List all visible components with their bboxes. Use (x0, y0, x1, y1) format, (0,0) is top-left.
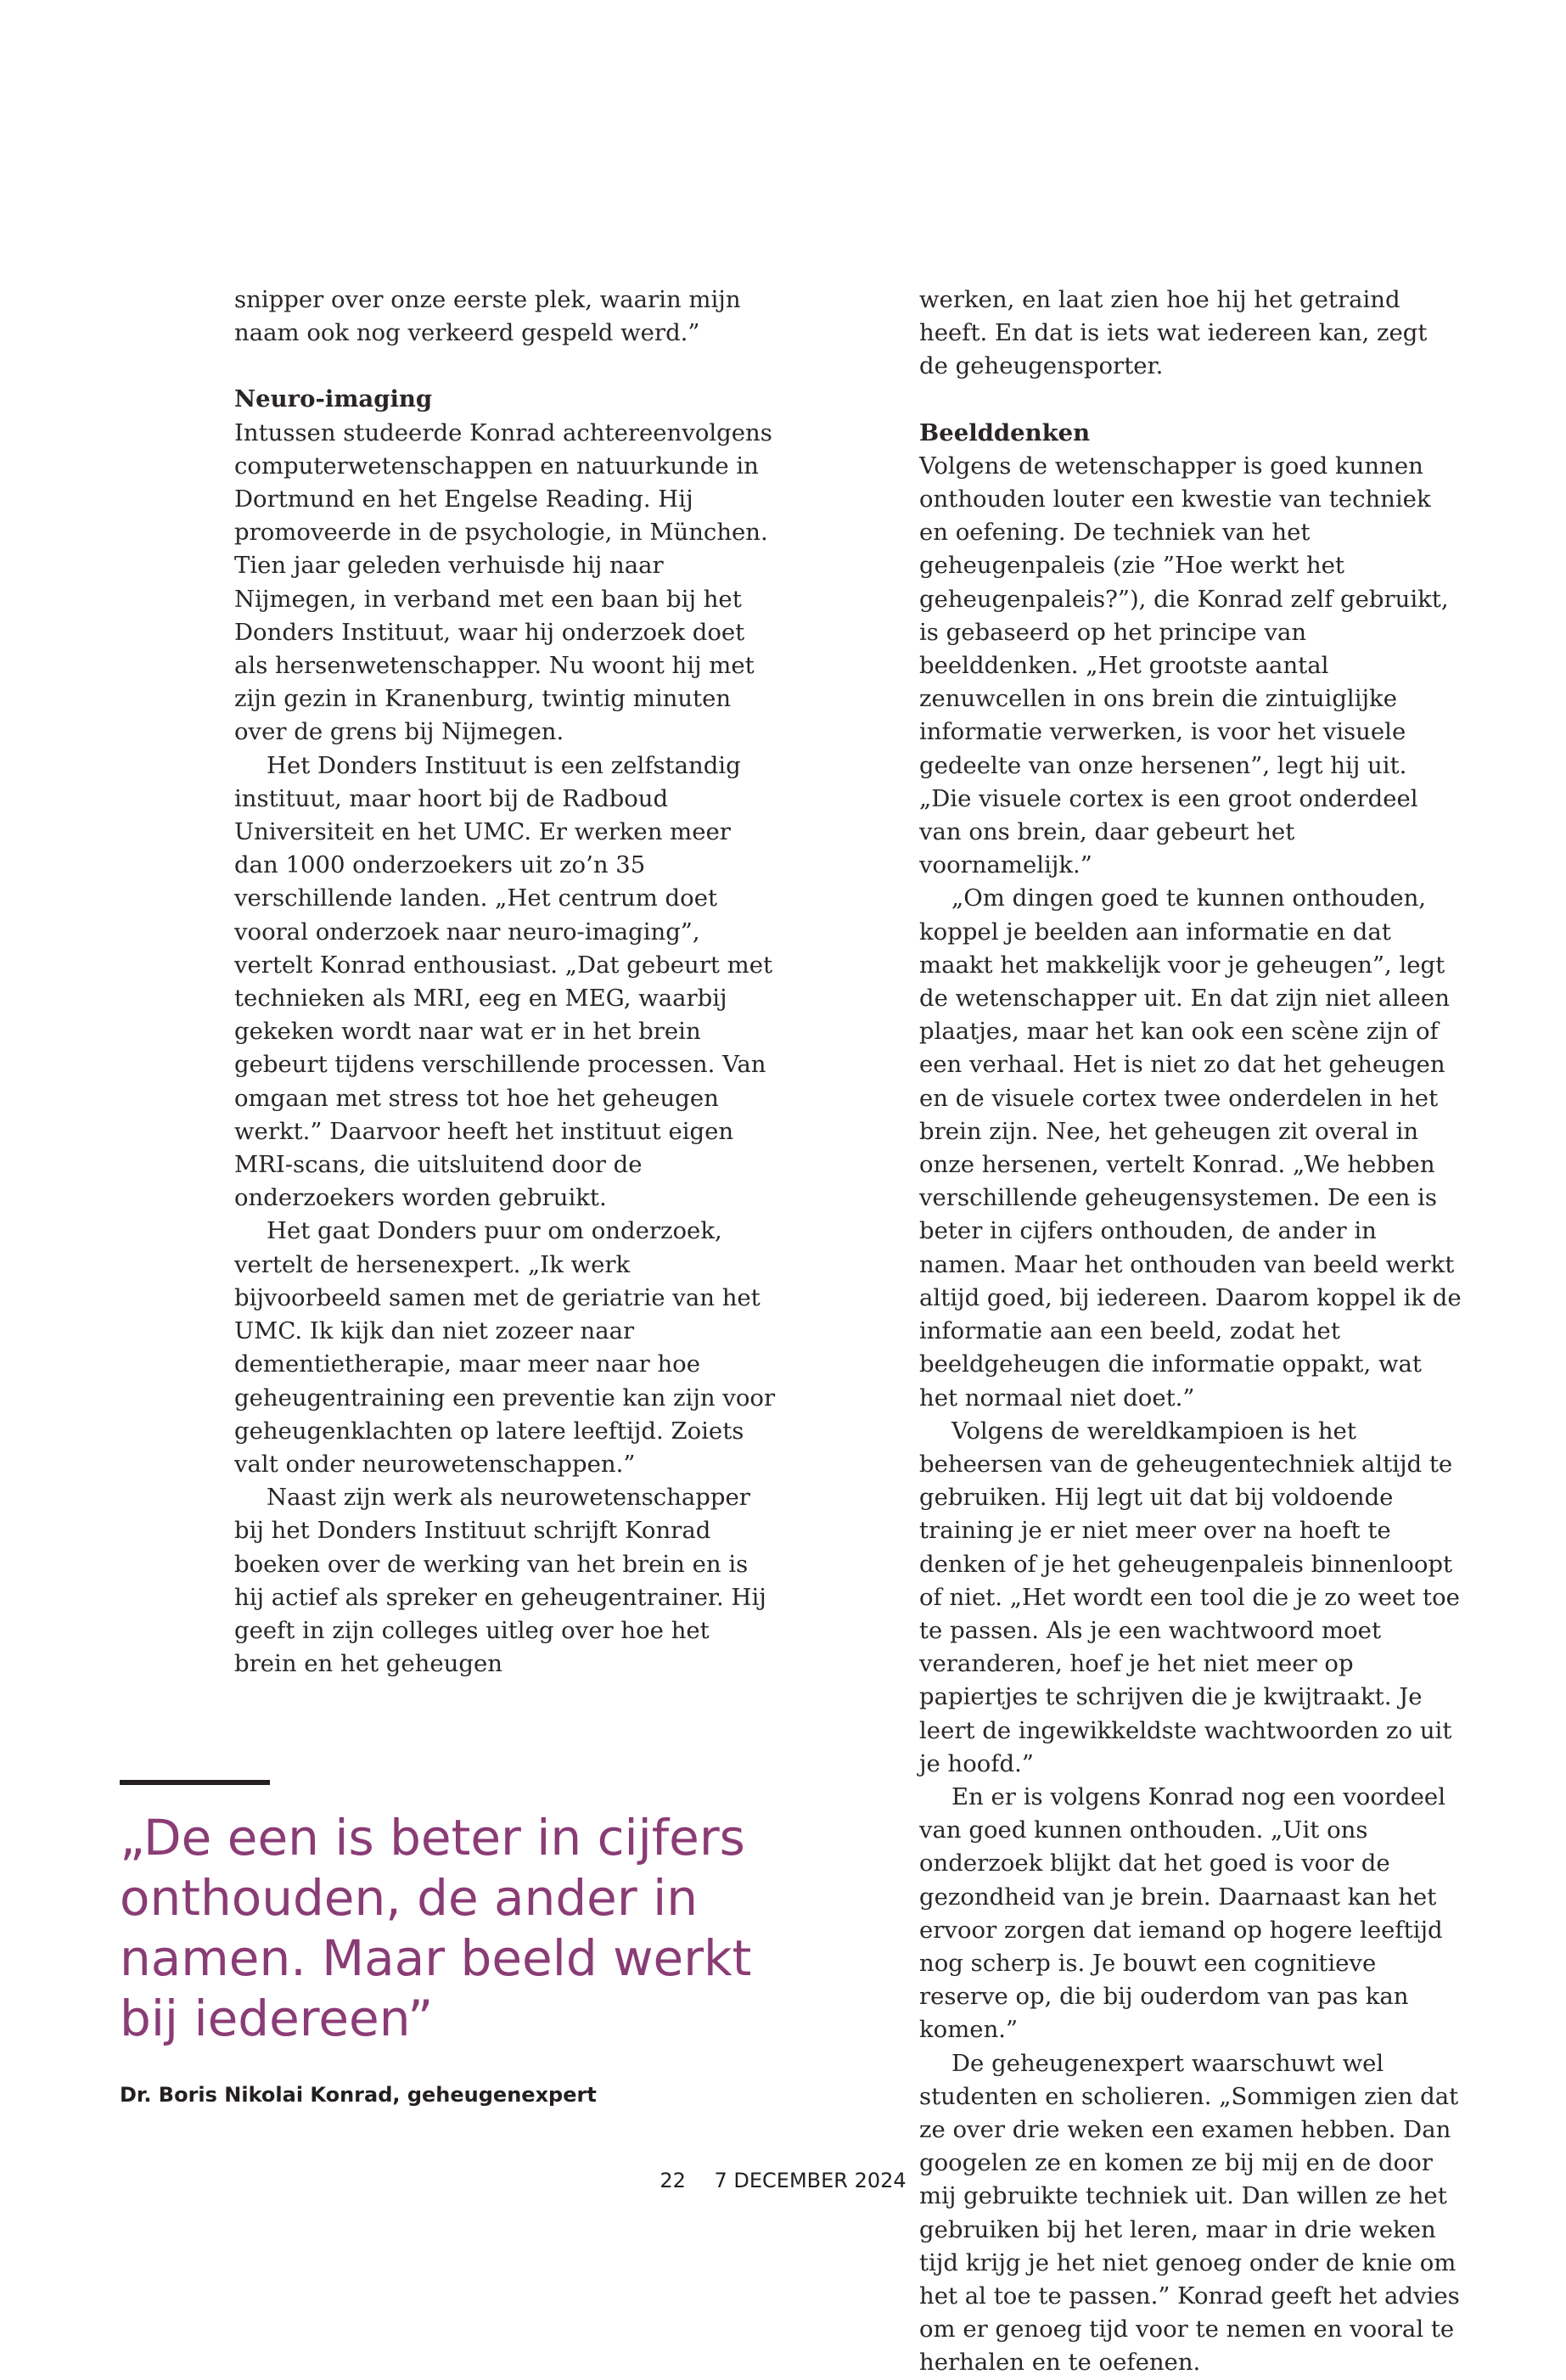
right-article-column (919, 283, 1462, 2380)
paragraph: Naast zijn werk als neurowetenschapper bij het Donders Instituut schrijft Konrad boeken over de werking van het brein en is hij actief als spreker en geheugentrainer. Hij geeft in zijn colleges uitleg over hoe het brein en het geheugen (234, 1484, 766, 1678)
paragraph: En er is volgens Konrad nog een voordeel van goed kunnen onthouden. „Uit ons onderzoek blijkt dat het goed is voor de gezondheid van je brein. Daarnaast kan het ervoor zorgen dat iemand op hogere leeftijd nog scherp is. Je bouwt een cognitieve reserve op, die bij ouderdom van pas kan komen.” (919, 1782, 1445, 2044)
section-heading: Neuro-imaging (234, 385, 433, 413)
issue-date: 7 DECEMBER 2024 (714, 2169, 906, 2192)
section-heading: Beelddenken (919, 418, 1091, 446)
paragraph: snipper over onze eerste plek, waarin mijn naam ook nog verkeerd gespeld werd.” (234, 286, 741, 347)
left-article-column (234, 283, 777, 1681)
pull-quote: „De een is beter in cijfers onthouden, de ander in namen. Maar beeld werkt bij iedereen” (120, 1809, 752, 2047)
page-footer (0, 2169, 1566, 2192)
paragraph: Het gaat Donders puur om onderzoek, vertelt de hersenexpert. „Ik werk bijvoorbeeld samen met de geriatrie van het UMC. Ik kijk dan niet zozeer naar dementietherapie, maar meer naar hoe geheugentraining een preventie kan zijn voor geheugenklachten op latere leeftijd. Zoiets valt onder neurowetenschappen.” (234, 1217, 776, 1478)
paragraph: Volgens de wetenschapper is goed kunnen onthouden louter een kwestie van techniek en oefening. De techniek van het geheugenpaleis (zie ”Hoe werkt het geheugenpaleis?”), die Konrad zelf gebruikt, is gebaseerd op het principe van beelddenken. „Het grootste aantal zenuwcellen in ons brein die zintuiglijke informatie verwerken, is voor het visuele gedeelte van onze hersenen”, legt hij uit. „Die visuele cortex is een groot onderdeel van ons brein, daar gebeurt het voornamelijk.” (919, 452, 1449, 879)
paragraph: Volgens de wereldkampioen is het beheersen van de geheugentechniek altijd te gebruiken. Hij legt uit dat bij voldoende training je er niet meer over na hoeft te denken of je het geheugenpaleis binnenloopt of niet. „Het wordt een tool die je zo weet toe te passen. Als je een wachtwoord moet veranderen, hoef je het niet meer op papiertjes te schrijven die je kwijtraakt. Je leert de ingewikkeldste wachtwoorden zo uit je hoofd.” (919, 1417, 1460, 1777)
pull-quote-rule (120, 1780, 270, 1785)
paragraph: „Om dingen goed te kunnen onthouden, koppel je beelden aan informatie en dat maakt het makkelijk voor je geheugen”, legt de wetenschapper uit. En dat zijn niet alleen plaatjes, maar het kan ook een scène zijn of een verhaal. Het is niet zo dat het geheugen en de visuele cortex twee onderdelen in het brein zijn. Nee, het geheugen zit overal in onze hersenen, vertelt Konrad. „We hebben verschillende geheugensystemen. De een is beter in cijfers onthouden, de ander in namen. Maar het onthouden van beeld werkt altijd goed, bij iedereen. Daarom koppel ik de informatie aan een beeld, zodat het beeldgeheugen die informatie oppakt, wat het normaal niet doet.” (919, 884, 1462, 1412)
paragraph: Het Donders Instituut is een zelfstandig instituut, maar hoort bij de Radboud Universiteit en het UMC. Er werken meer dan 1000 onderzoekers uit zo’n 35 verschillende landen. „Het centrum doet vooral onderzoek naar neuro-imaging”, vertelt Konrad enthousiast. „Dat gebeurt met technieken als MRI, eeg en MEG, waarbij gekeken wordt naar wat er in het brein gebeurt tijdens verschillende processen. Van omgaan met stress tot hoe het geheugen werkt.” Daarvoor heeft het instituut eigen MRI-scans, die uitsluitend door de onderzoekers worden gebruikt. (234, 751, 773, 1212)
page-number: 22 (660, 2169, 686, 2192)
paragraph: werken, en laat zien hoe hij het getraind heeft. En dat is iets wat iedereen kan, zegt de geheugensporter. (919, 286, 1428, 380)
paragraph: De geheugenexpert waarschuwt wel studenten en scholieren. „Sommigen zien dat ze over drie weken een examen hebben. Dan googelen ze en komen ze bij mij en de door mij gebruikte techniek uit. Dan willen ze het gebruiken bij het leren, maar in drie weken tijd krijg je het niet genoeg onder de knie om het al toe te passen.” Konrad geeft het advies om er genoeg tijd voor te nemen en vooral te herhalen en te oefenen. (919, 2049, 1460, 2377)
pull-quote-attribution: Dr. Boris Nikolai Konrad, geheugenexpert (120, 2083, 597, 2107)
paragraph: Intussen studeerde Konrad achtereenvolgens computerwetenschappen en natuurkunde in Dortmund en het Engelse Reading. Hij promoveerde in de psychologie, in München. Tien jaar geleden verhuisde hij naar Nijmegen, in verband met een baan bij het Donders Instituut, waar hij onderzoek doet als hersenwetenschapper. Nu woont hij met zijn gezin in Kranenburg, twintig minuten over de grens bij Nijmegen. (234, 418, 772, 746)
